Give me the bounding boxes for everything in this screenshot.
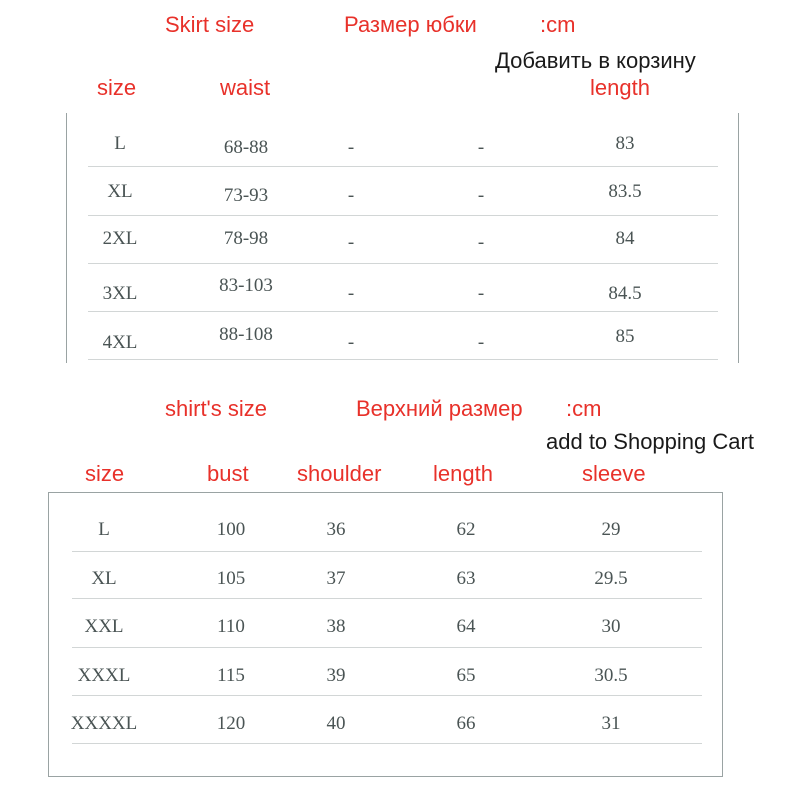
skirt-cell-c3: -	[347, 232, 355, 253]
skirt-row-divider	[88, 263, 718, 264]
skirt-title-ru: Размер юбки	[344, 12, 477, 37]
shirt-cell-size: XXXXL	[70, 713, 138, 734]
shirt-cell-length: 64	[456, 616, 476, 637]
shirt-frame-left	[48, 492, 49, 776]
shirt-row-divider	[72, 647, 702, 648]
shirt-row-divider	[72, 598, 702, 599]
shirt-cell-length: 65	[456, 665, 476, 686]
shirt-title-ru: Верхний размер	[356, 396, 523, 421]
skirt-cell-c4: -	[477, 137, 485, 158]
skirt-title: Skirt size	[165, 12, 255, 37]
skirt-cell-length: 85	[615, 326, 635, 347]
skirt-row-divider	[88, 166, 718, 167]
skirt-cell-waist: 73-93	[223, 185, 269, 206]
skirt-cell-waist: 78-98	[223, 228, 269, 249]
skirt-cell-size: 2XL	[102, 228, 138, 249]
skirt-cell-size: L	[114, 133, 126, 154]
shirt-cell-shoulder: 36	[326, 519, 346, 540]
skirt-cell-size: 4XL	[102, 332, 138, 353]
shirt-cart-label[interactable]: add to Shopping Cart	[546, 429, 754, 454]
shirt-cell-shoulder: 38	[326, 616, 346, 637]
shirt-cell-sleeve: 30.5	[594, 665, 628, 686]
shirt-cell-length: 66	[456, 713, 476, 734]
skirt-cell-c4: -	[477, 185, 485, 206]
skirt-cell-c3: -	[347, 283, 355, 304]
shirt-cell-bust: 105	[216, 568, 246, 589]
skirt-row-divider	[88, 215, 718, 216]
skirt-cell-length: 83	[615, 133, 635, 154]
skirt-frame-right	[738, 113, 739, 363]
shirt-cell-shoulder: 40	[326, 713, 346, 734]
shirt-title: shirt's size	[165, 396, 267, 421]
skirt-cell-size: 3XL	[102, 283, 138, 304]
skirt-cell-c3: -	[347, 185, 355, 206]
shirt-header-shoulder: shoulder	[297, 461, 382, 486]
shirt-cell-size: XXL	[84, 616, 124, 637]
skirt-cell-c4: -	[477, 283, 485, 304]
skirt-cell-c4: -	[477, 332, 485, 353]
skirt-cell-length: 83.5	[608, 181, 642, 202]
shirt-cell-bust: 115	[217, 665, 245, 686]
shirt-frame-right	[722, 492, 723, 776]
skirt-header-length: length	[590, 75, 650, 100]
shirt-header-bust: bust	[207, 461, 249, 486]
skirt-cell-length: 84	[615, 228, 635, 249]
skirt-cell-c3: -	[347, 137, 355, 158]
shirt-cell-sleeve: 31	[601, 713, 621, 734]
shirt-cell-shoulder: 39	[326, 665, 346, 686]
skirt-cell-size: XL	[107, 181, 133, 202]
shirt-frame-top	[48, 492, 722, 493]
shirt-cell-sleeve: 29	[601, 519, 621, 540]
shirt-header-length: length	[433, 461, 493, 486]
shirt-row-divider	[72, 743, 702, 744]
shirt-frame-bottom	[48, 776, 723, 777]
skirt-row-divider	[88, 359, 718, 360]
shirt-row-divider	[72, 695, 702, 696]
shirt-cell-sleeve: 29.5	[594, 568, 628, 589]
shirt-cell-length: 62	[456, 519, 476, 540]
skirt-cell-waist: 83-103	[219, 275, 273, 296]
shirt-header-size: size	[85, 461, 125, 486]
shirt-cell-size: XXXL	[77, 665, 131, 686]
shirt-cell-shoulder: 37	[326, 568, 346, 589]
shirt-unit: :cm	[566, 396, 602, 421]
skirt-cell-c3: -	[347, 332, 355, 353]
shirt-header-sleeve: sleeve	[582, 461, 646, 486]
skirt-cell-length: 84.5	[608, 283, 642, 304]
shirt-cell-size: L	[98, 519, 110, 540]
skirt-unit: :cm	[540, 12, 576, 37]
shirt-cell-length: 63	[456, 568, 476, 589]
shirt-cell-bust: 120	[216, 713, 246, 734]
skirt-cell-waist: 88-108	[219, 324, 273, 345]
skirt-frame-left	[66, 113, 67, 363]
skirt-row-divider	[88, 311, 718, 312]
shirt-cell-bust: 100	[216, 519, 246, 540]
skirt-cell-waist: 68-88	[223, 137, 269, 158]
skirt-header-waist: waist	[220, 75, 271, 100]
skirt-cart-label[interactable]: Добавить в корзину	[495, 48, 696, 73]
shirt-cell-size: XL	[91, 568, 117, 589]
skirt-header-size: size	[97, 75, 137, 100]
shirt-cell-sleeve: 30	[601, 616, 621, 637]
skirt-cell-c4: -	[477, 232, 485, 253]
shirt-row-divider	[72, 551, 702, 552]
shirt-cell-bust: 110	[217, 616, 245, 637]
